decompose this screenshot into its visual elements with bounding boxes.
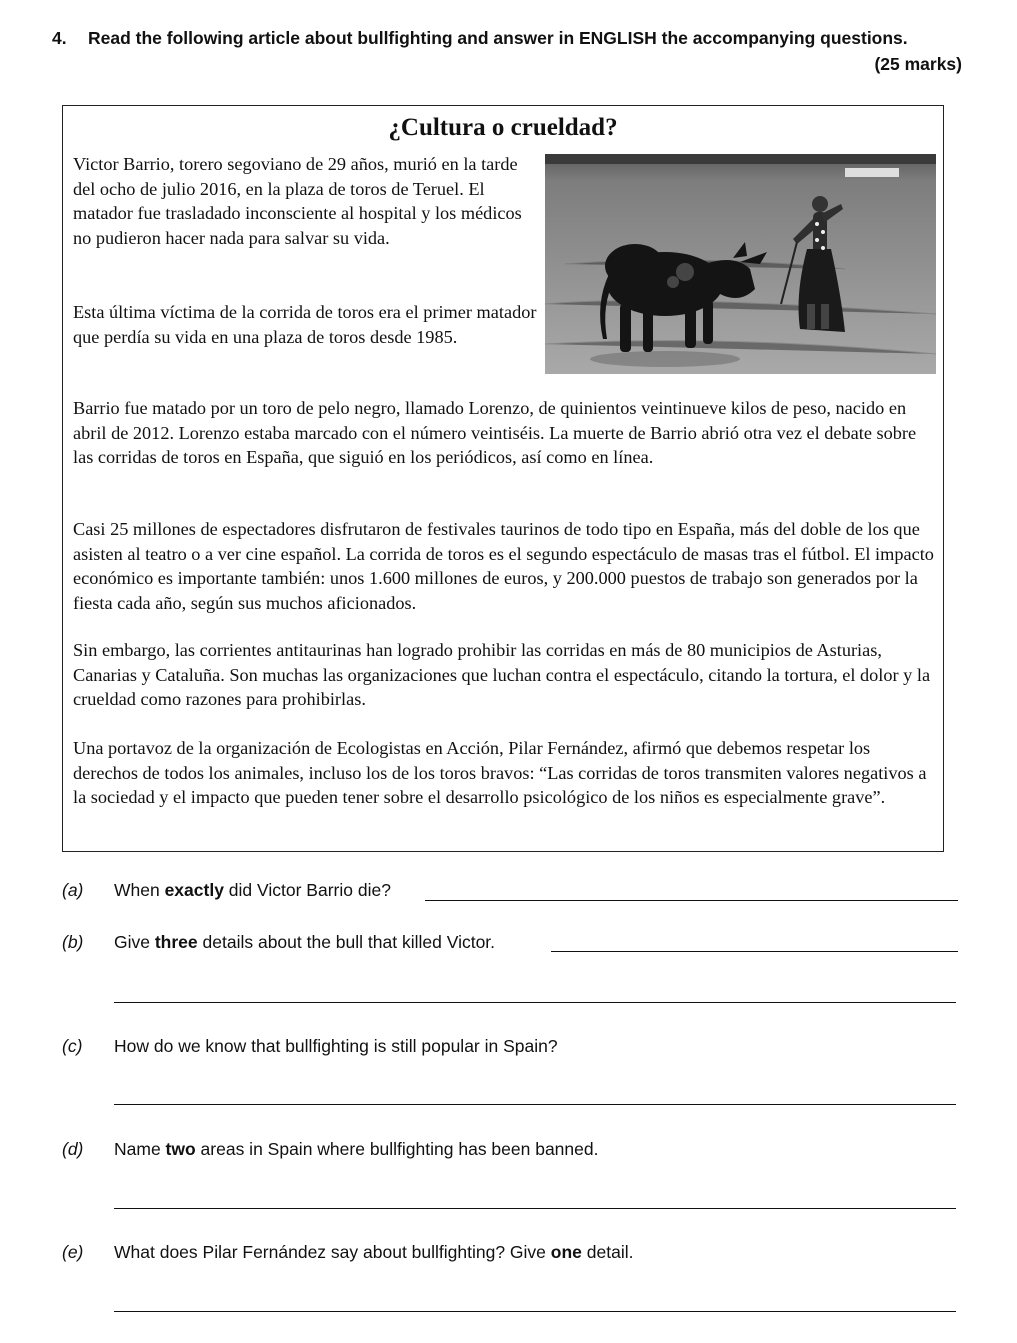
question-text [114, 1036, 558, 1057]
question-instruction: Read the following article about bullfighting and answer in ENGLISH the accompanying questions. [88, 28, 908, 48]
article-paragraph-4: Casi 25 millones de espectadores disfrutaron de festivales taurinos de todo tipo en España, más del doble de los que asisten al teatro o a ver cine español. La corrida de toros es el segundo espectáculo de masas tras el fútbol. El impacto económico es importante también: unos 1.600 millones de euros, y 200.000 puestos de trabajo son generados por la fiesta cada año, según sus muchos aficionados. [73, 519, 934, 613]
question-number: 4. [52, 28, 67, 48]
question-letter: (b) [62, 932, 84, 952]
question-text-part: detail. [581, 1242, 634, 1262]
article-paragraph-2: Esta última víctima de la corrida de toros era el primer matador que perdía su vida en una plaza de toros desde 1985. [73, 302, 537, 347]
question-text [114, 1139, 598, 1160]
answer-line-d[interactable] [114, 1208, 956, 1209]
answer-line-b-1[interactable] [551, 951, 958, 952]
question-emphasis: exactly [164, 880, 224, 900]
question-letter: (d) [62, 1139, 84, 1159]
question-text-part: did Victor Barrio die? [223, 880, 391, 900]
question-text [114, 1242, 633, 1263]
question-text-part: Name [114, 1139, 166, 1159]
article-paragraph-6: Una portavoz de la organización de Ecologistas en Acción, Pilar Fernández, afirmó que debemos respetar los derechos de todos los animales, incluso los de los toros bravos: “Las corridas de toros transmiten valores negativos a la sociedad y el impacto que pueden tener sobre el desarrollo psicológico de los niños es especialmente grave”. [73, 738, 927, 807]
question-text-part: details about the bull that killed Victor. [197, 932, 496, 952]
question-letter: (c) [62, 1036, 83, 1056]
question-letter: (a) [62, 880, 84, 900]
question-letter: (e) [62, 1242, 84, 1262]
question-text-part: When [114, 880, 165, 900]
question-emphasis: two [165, 1139, 196, 1159]
bullfighter-with-bull-photo [545, 154, 936, 374]
article-paragraph-3: Barrio fue matado por un toro de pelo negro, llamado Lorenzo, de quinientos veintinueve kilos de peso, nacido en abril de 2012. Lorenzo estaba marcado con el número veintiséis. La muerte de Barrio abrió otra vez el debate sobre las corridas de toros en España, que siguió en los periódicos, así como en línea. [73, 398, 917, 467]
question-text-part: Give [114, 932, 155, 952]
answer-line-c[interactable] [114, 1104, 956, 1105]
question-text [114, 880, 391, 901]
article-paragraph-1: Victor Barrio, torero segoviano de 29 años, murió en la tarde del ocho de julio 2016, en la plaza de toros de Teruel. El matador fue trasladado inconsciente al hospital y los médicos no pudieron hacer nada para salvar su vida. [73, 154, 522, 248]
bullfight-illustration [545, 154, 936, 374]
question-text-part: What does Pilar Fernández say about bullfighting? Give [114, 1242, 551, 1262]
article-box [62, 105, 944, 852]
answer-line-b-2[interactable] [114, 1002, 956, 1003]
question-text-part: areas in Spain where bullfighting has been banned. [195, 1139, 599, 1159]
article-title: ¿Cultura o crueldad? [388, 114, 618, 141]
question-emphasis: three [154, 932, 198, 952]
answer-line-e[interactable] [114, 1311, 956, 1312]
question-emphasis: one [550, 1242, 582, 1262]
question-text [114, 932, 495, 953]
question-text-part: How do we know that bullfighting is still popular in Spain? [114, 1036, 558, 1056]
marks-label: (25 marks) [874, 54, 962, 74]
article-paragraph-5: Sin embargo, las corrientes antitaurinas han logrado prohibir las corridas en más de 80 municipios de Asturias, Canarias y Cataluña. Son muchas las organizaciones que luchan contra el espectáculo, citando la tortura, el dolor y la crueldad como razones para prohibirlas. [73, 640, 931, 709]
answer-line-a[interactable] [425, 900, 958, 901]
